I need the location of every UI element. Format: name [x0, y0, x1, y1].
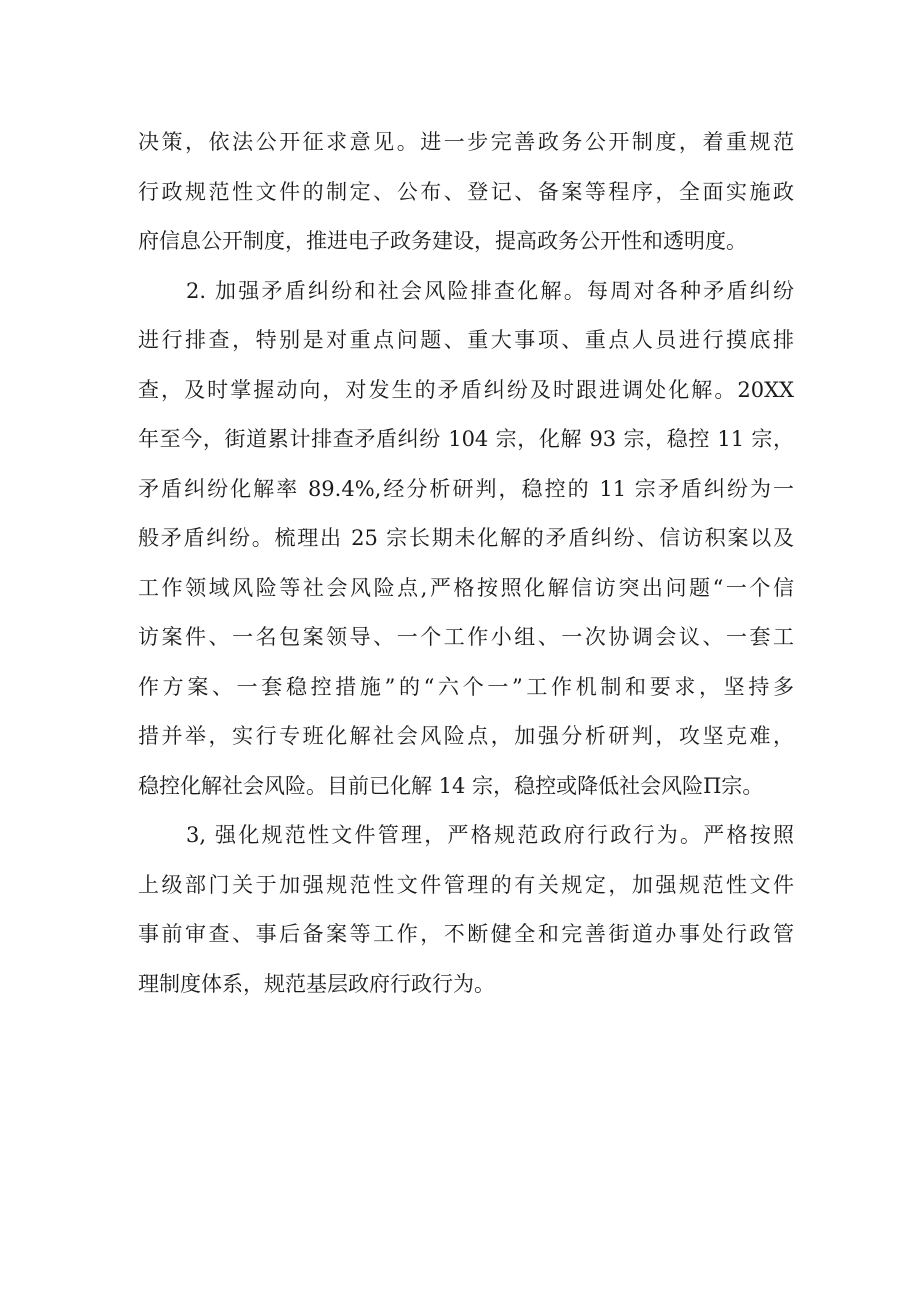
text-line: 作方案、一套稳控措施”的“六个一”工作机制和要求，坚持多 — [138, 674, 794, 699]
text-line: 般矛盾纠纷。梳理出 25 宗长期未化解的矛盾纠纷、信访积案以及 — [138, 526, 794, 550]
text-line: 行政规范性文件的制定、公布、登记、备案等程序，全面实施政 — [138, 179, 794, 204]
paragraph-3 — [138, 811, 794, 1009]
text-line: 年至今，街道累计排查矛盾纠纷 104 宗，化解 93 宗，稳控 11 宗， — [138, 427, 794, 451]
text-line: 进行排查，特别是对重点问题、重大事项、重点人员进行摸底排 — [138, 328, 794, 352]
paragraph-2 — [138, 267, 794, 812]
text-line: 决策，依法公开征求意见。进一步完善政务公开制度，着重规范 — [138, 130, 794, 154]
text-line: 查，及时掌握动向，对发生的矛盾纠纷及时跟进调处化解。20XX — [138, 377, 794, 402]
document-body — [138, 118, 794, 1009]
text-line: 上级部门关于加强规范性文件管理的有关规定，加强规范性文件 — [138, 872, 794, 897]
text-line: 2. 加强矛盾纠纷和社会风险排查化解。每周对各种矛盾纠纷 — [186, 278, 794, 303]
text-line: 稳控化解社会风险。目前已化解 14 宗，稳控或降低社会风险Π宗。 — [138, 773, 764, 798]
text-line: 访案件、一名包案领导、一个工作小组、一次协调会议、一套工 — [138, 625, 794, 649]
text-line: 理制度体系，规范基层政府行政行为。 — [138, 971, 495, 996]
text-line: 3, 强化规范性文件管理，严格规范政府行政行为。严格按照 — [186, 823, 794, 847]
text-line: 矛盾纠纷化解率 89.4%,经分析研判，稳控的 11 宗矛盾纠纷为一 — [138, 476, 794, 501]
text-line: 工作领域风险等社会风险点,严格按照化解信访突出问题“一个信 — [138, 575, 794, 600]
text-line: 事前审查、事后备案等工作，不断健全和完善街道办事处行政管 — [138, 922, 794, 946]
paragraph-1 — [138, 118, 794, 267]
text-line: 措并举，实行专班化解社会风险点，加强分析研判，攻坚克难， — [138, 724, 794, 748]
text-line: 府信息公开制度，推进电子政务建设，提高政务公开性和透明度。 — [138, 229, 747, 253]
